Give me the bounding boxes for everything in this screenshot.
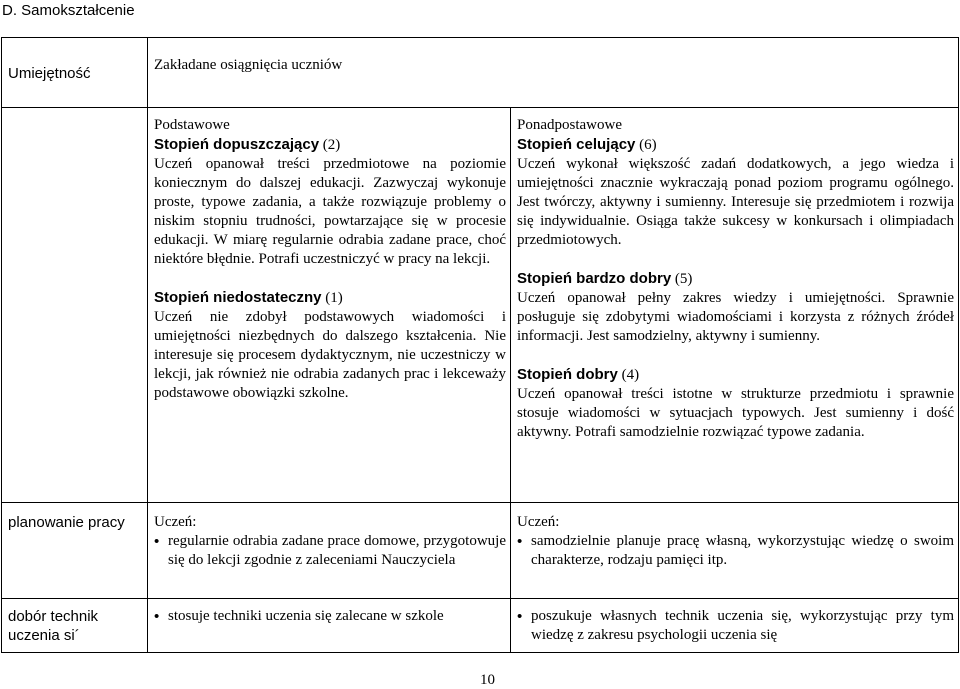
grade-2-name: Stopień dopuszczający	[154, 136, 320, 153]
grade-4-heading	[517, 365, 954, 385]
grade-4-description: Uczeń opanował treści istotne w strukturze przedmiotu i sprawnie stosuje wiadomości w sytuacjach typowych. Jest sumienny i dość aktywny. Potrafi samodzielnie rozwiązać typowe zadania.	[517, 386, 954, 440]
techniques-basic-text: stosuje techniki uczenia się zalecane w szkole	[168, 608, 444, 624]
techniques-basic-bullet-item	[154, 607, 506, 626]
header-row	[2, 38, 959, 108]
techniques-advanced-bullet-item	[517, 607, 954, 645]
grade-4-number: (4)	[621, 367, 640, 383]
grade-2-number: (2)	[322, 137, 341, 153]
techniques-row	[2, 599, 959, 653]
grade-4-name: Stopień dobry	[517, 366, 618, 383]
basic-heading: Podstawowe	[154, 117, 230, 133]
planning-basic-cell	[148, 503, 511, 599]
planning-advanced-cell	[511, 503, 959, 599]
bullet-icon: •	[154, 533, 160, 550]
page-number: 10	[480, 672, 495, 688]
grade-1-description: Uczeń nie zdobył podstawowych wiadomości i umiejętności niezbędnych do dalszego kształcenia. Nie interesuje się procesem dydaktycznym, nie uczestniczy w lekcji, jak również nie odrabia zadanych prac i lekceważy podstawowe obowiązki szkolne.	[154, 309, 506, 401]
grade-5-heading	[517, 269, 954, 289]
grade-6-description: Uczeń wykonał większość zadań dodatkowych, a jego wiedza i umiejętności znacznie wykraczają ponad poziom programu ogólnego. Jest twórczy, aktywny i sumienny. Interesuje się przedmiotem i rozwija się indywidualnie. Osiąga także sukcesy w konkursach i olimpiadach przedmiotowych.	[517, 156, 954, 248]
section-title: D. Samokształcenie	[2, 2, 135, 19]
planning-advanced-text: samodzielnie planuje pracę własną, wykorzystując wiedzę o swoim charakterze, rodzaju pamięci itp.	[531, 533, 954, 568]
grades-skill-cell	[2, 108, 148, 503]
techniques-advanced-cell	[511, 599, 959, 653]
grade-2-description: Uczeń opanował treści przedmiotowe na poziomie koniecznym do dalszej edukacji. Zazwyczaj wykonuje proste, typowe zadania, a także rozwiązuje problemy o niskim stopniu trudności, powtarzające się w procesie edukacji. W miarę regularnie odrabia zadane prace, choć niektóre błędnie. Potrafi uczestniczyć w pracy na lekcji.	[154, 156, 506, 267]
bullet-icon: •	[517, 533, 523, 550]
techniques-skill-cell: dobór technik uczenia si´	[2, 599, 148, 653]
grade-6-heading	[517, 135, 954, 155]
planning-skill-cell: planowanie pracy	[2, 503, 148, 599]
planning-basic-intro: Uczeń:	[154, 514, 197, 530]
techniques-basic-cell	[148, 599, 511, 653]
grade-6-name: Stopień celujący	[517, 136, 636, 153]
bullet-icon: •	[517, 608, 523, 625]
grade-5-description: Uczeń opanował pełny zakres wiedzy i umiejętności. Sprawnie posługuje się zdobytymi wiadomościami i korzysta z różnych źródeł informacji. Jest samodzielny, aktywny i sumienny.	[517, 290, 954, 344]
planning-advanced-intro: Uczeń:	[517, 514, 560, 530]
techniques-advanced-text: poszukuje własnych technik uczenia się, wykorzystując przy tym wiedzę z zakresu psychologii uczenia się	[531, 608, 954, 643]
basic-levels-cell	[148, 108, 511, 503]
skill-header: Umiejętność	[2, 38, 148, 108]
achievements-header: Zakładane osiągnięcia uczniów	[148, 38, 959, 108]
grade-2-heading	[154, 135, 506, 155]
grade-1-number: (1)	[325, 290, 343, 306]
grade-5-name: Stopień bardzo dobry	[517, 270, 672, 287]
grade-1-heading	[154, 288, 506, 308]
advanced-levels-cell	[511, 108, 959, 503]
grade-6-number: (6)	[639, 137, 657, 153]
assessment-table	[1, 37, 959, 653]
grade-1-name: Stopień niedostateczny	[154, 289, 322, 306]
bullet-icon: •	[154, 608, 160, 625]
grade-5-number: (5)	[674, 271, 693, 287]
planning-basic-text: regularnie odrabia zadane prace domowe, przygotowuje się do lekcji zgodnie z zaleceniami Nauczyciela	[168, 533, 506, 568]
planning-row	[2, 503, 959, 599]
planning-basic-bullet-item	[154, 532, 506, 570]
grades-row	[2, 108, 959, 503]
planning-advanced-bullet-item	[517, 532, 954, 570]
advanced-heading: Ponadpostawowe	[517, 117, 622, 133]
